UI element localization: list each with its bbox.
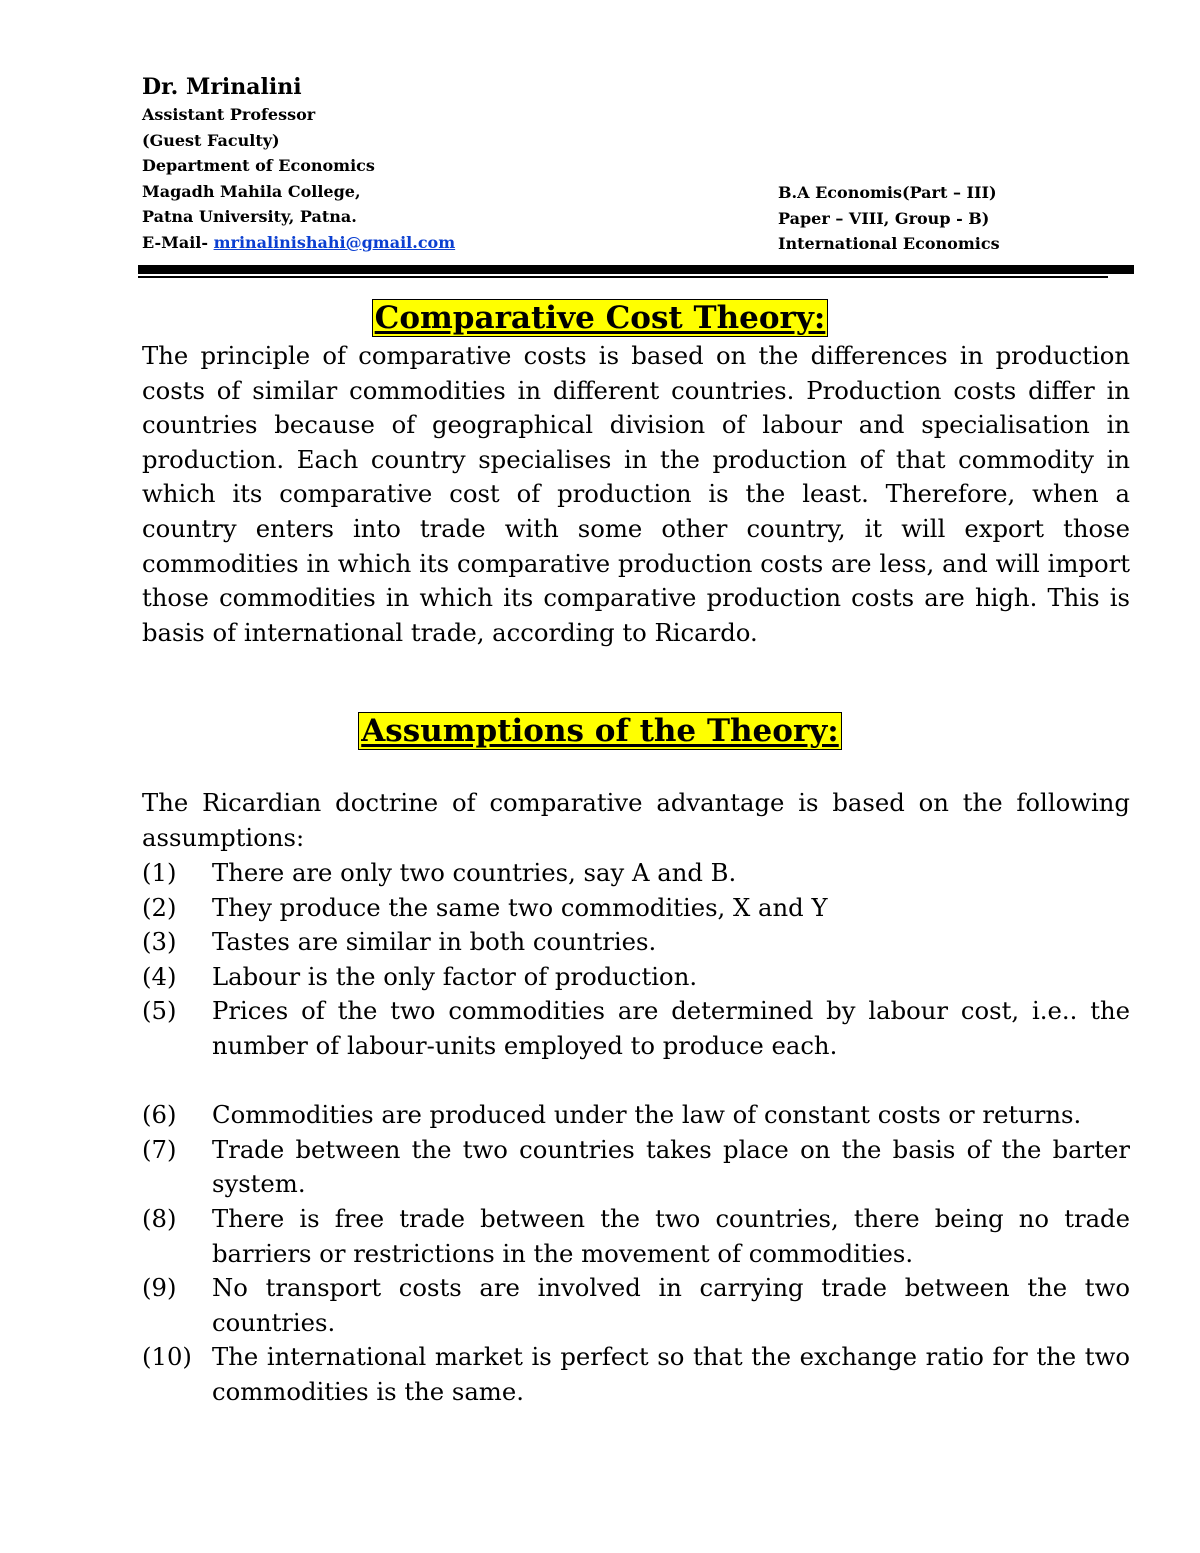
course-block — [778, 180, 1138, 257]
author-block — [142, 72, 702, 255]
assumptions-list — [142, 856, 1130, 1410]
list-item — [142, 856, 1130, 891]
list-number: (8) — [142, 1203, 177, 1233]
list-number: (3) — [142, 927, 177, 957]
author-title: Assistant Professor — [142, 105, 316, 124]
list-text: There is free trade between the two countries, there being no trade barriers or restrictions in the movement of commodities. — [212, 1203, 1130, 1268]
list-text: Prices of the two commodities are determined by labour cost, i.e.. the number of labour-units employed to produce each. — [212, 996, 1130, 1060]
list-item — [142, 1340, 1130, 1409]
list-spacer — [142, 1064, 1130, 1099]
author-department: Department of Economics — [142, 156, 375, 175]
email-label: E-Mail- — [142, 232, 214, 252]
list-text: The international market is perfect so that the exchange ratio for the two commodities is the same. — [212, 1342, 1130, 1406]
list-item — [142, 960, 1130, 995]
list-number: (7) — [142, 1134, 177, 1164]
list-text: There are only two countries, say A and B. — [212, 858, 737, 887]
list-item — [142, 1271, 1130, 1340]
header-divider-thin — [138, 276, 1108, 278]
list-text: Trade between the two countries takes place on the basis of the barter system. — [212, 1134, 1130, 1199]
section-heading-comparative-cost — [0, 299, 1200, 337]
section-heading-text: Assumptions of the Theory: — [358, 712, 842, 750]
author-university: Patna University, Patna. — [142, 207, 357, 226]
assumptions-intro: The Ricardian doctrine of comparative advantage is based on the following assumptions: — [142, 788, 1130, 852]
list-text: Labour is the only factor of production. — [212, 961, 698, 991]
paper-name: Paper – VIII, Group - B) — [778, 208, 990, 228]
section-heading-assumptions — [0, 712, 1200, 750]
list-number: (10) — [142, 1342, 192, 1372]
email-link[interactable]: mrinalinishahi@gmail.com — [213, 232, 456, 252]
section-paragraph: The principle of comparative costs is based on the differences in production costs of similar commodities in different countries. Production costs differ in countries because of geographical division of labour and specialisation in production. Each country specialises in the production of that commodity in which its comparative cost of production is the least. Therefore, when a country enters into trade with some other country, it will export those commodities in which its comparative production costs are less, and will import those commodities in which its comparative production costs are high. This is basis of international trade, according to Ricardo. — [142, 341, 1130, 647]
list-text: No transport costs are involved in carrying trade between the two countries. — [212, 1273, 1130, 1337]
header-divider — [138, 265, 1134, 274]
subject-name: International Economics — [778, 234, 1000, 253]
list-text: Tastes are similar in both countries. — [212, 927, 657, 957]
list-number: (2) — [142, 892, 177, 922]
author-name: Dr. Mrinalini — [142, 74, 302, 100]
list-item — [142, 1133, 1130, 1202]
author-college: Magadh Mahila College, — [142, 181, 361, 201]
section-heading-text: Comparative Cost Theory: — [372, 299, 829, 337]
author-email-line — [142, 230, 702, 256]
list-item — [142, 994, 1130, 1063]
list-text: They produce the same two commodities, X and Y — [212, 892, 828, 922]
list-text: Commodities are produced under the law of constant costs or returns. — [212, 1100, 1082, 1130]
list-number: (1) — [142, 858, 177, 887]
list-number: (4) — [142, 961, 177, 991]
course-name: B.A Economis(Part – III) — [778, 183, 997, 202]
list-item — [142, 925, 1130, 960]
list-number: (6) — [142, 1100, 177, 1130]
list-number: (9) — [142, 1273, 177, 1303]
list-item — [142, 891, 1130, 926]
list-item — [142, 1202, 1130, 1271]
author-status: (Guest Faculty) — [142, 130, 280, 150]
list-item — [142, 1098, 1130, 1133]
list-number: (5) — [142, 996, 177, 1026]
